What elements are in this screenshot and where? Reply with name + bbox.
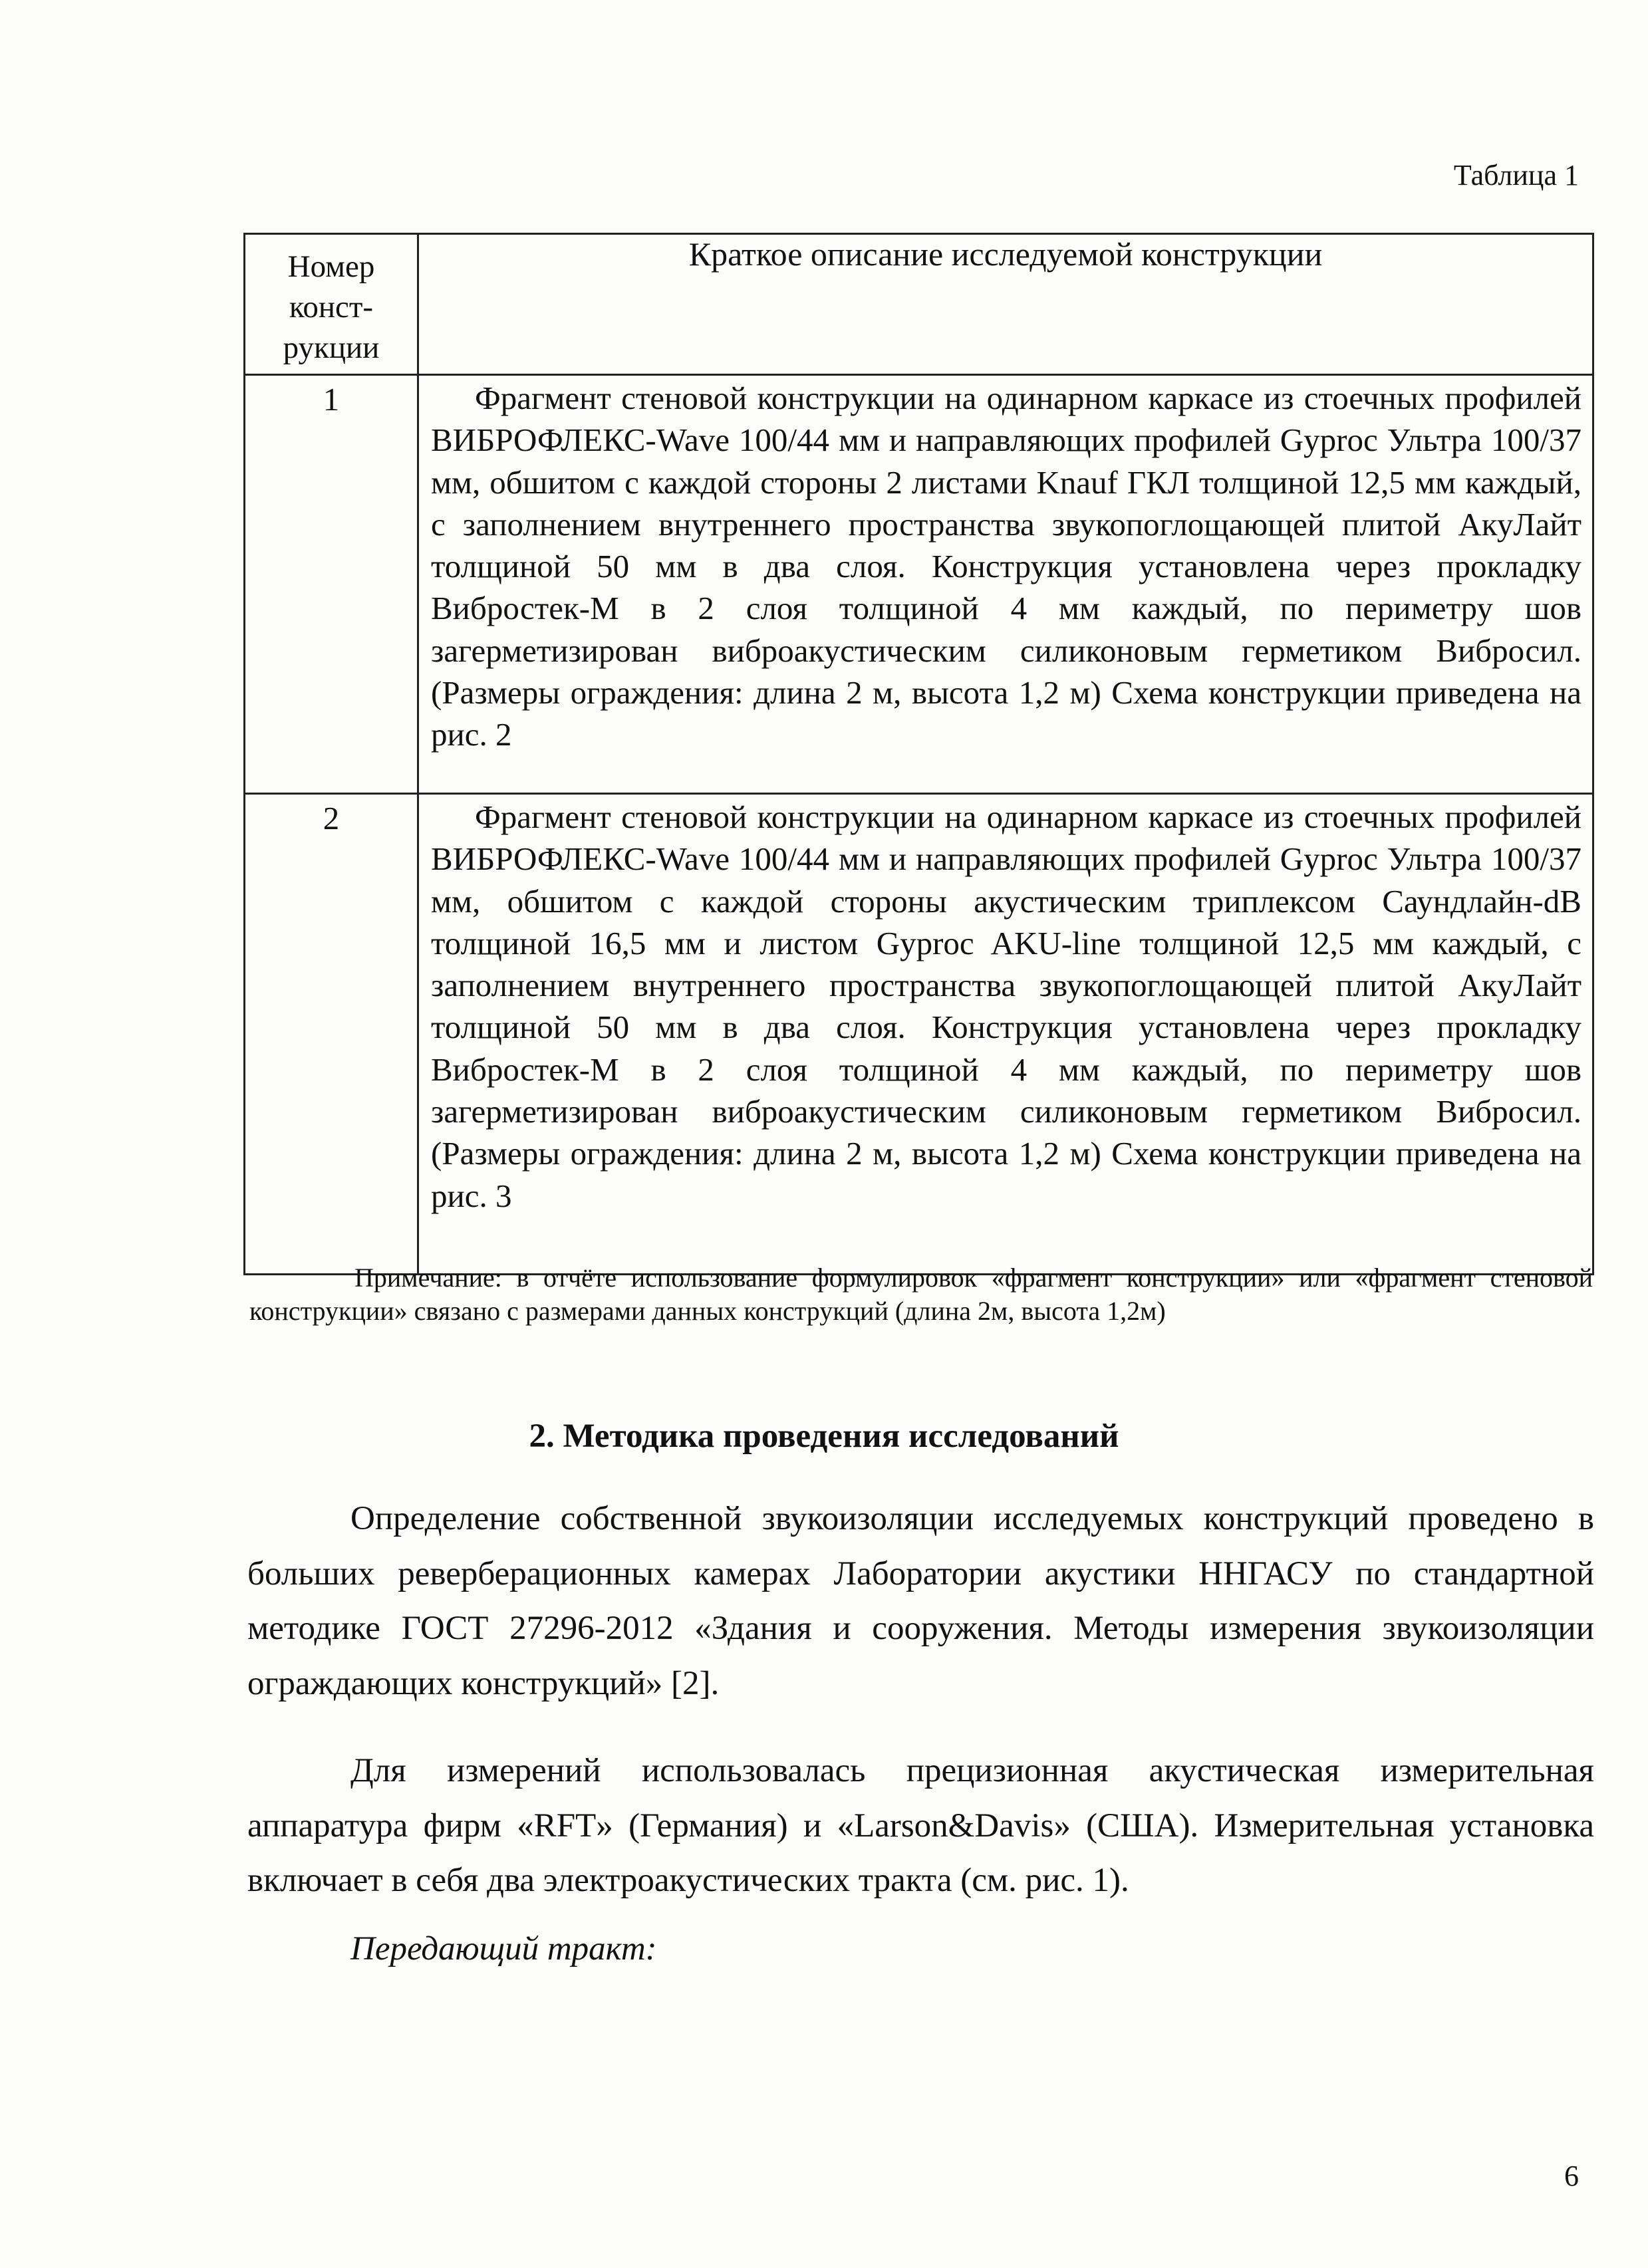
header-description: Краткое описание исследуемой конструкции (418, 234, 1593, 375)
table-caption: Таблица 1 (1453, 159, 1579, 191)
construction-description-cell (418, 375, 1593, 794)
header-number-line: Номер (287, 249, 375, 284)
header-number-line: рукции (283, 330, 380, 365)
table-header-row (245, 234, 1593, 375)
construction-description-text: Фрагмент стеновой конструкции на одинарном каркасе из стоечных профилей ВИБРОФЛЕКС-Wave 100/44 мм и направляющих профилей Gyproc Ультра 100/37 мм, обшитом с каждой стороны акустическим триплексом Саундлайн-dB толщиной 16,5 мм и листом Gyproc AKU-line толщиной 12,5 мм каждый, с заполнением внутреннего пространства звукопоглощающей плитой АкуЛайт толщиной 50 мм в два слоя. Конструкция установлена через прокладку Вибростек-М в 2 слоя толщиной 4 мм каждый, по периметру шов загерметизирован виброакустическим силиконовым герметиком Вибросил. (Размеры ограждения: длина 2 м, высота 1,2 м) Схема конструкции приведена на рис. 3 (431, 799, 1581, 1214)
section-heading: 2. Методика проведения исследований (529, 1418, 1119, 1455)
construction-description-cell (418, 794, 1593, 1275)
table-row (245, 794, 1593, 1275)
header-construction-number (245, 234, 418, 375)
table-row (245, 375, 1593, 794)
body-paragraph: Определение собственной звукоизоляции исследуемых конструкций проведено в больших реверберационных камерах Лаборатории акустики ННГАСУ по стандартной методике ГОСТ 27296-2012 «Здания и сооружения. Методы измерения звукоизоляции ограждающих конструкций» [2]. (247, 1500, 1594, 1702)
constructions-table (243, 233, 1594, 1275)
header-number-line: конст- (289, 290, 374, 324)
body-paragraph: Для измерений использовалась прецизионная акустическая измерительная аппаратура фирм «RFT» (Германия) и «Larson&Davis» (США). Измерительная установка включает в себя два электроакустических тракта (см. рис. 1). (247, 1752, 1594, 1899)
page-number: 6 (1564, 2160, 1579, 2192)
subsection-label: Передающий тракт: (350, 1930, 657, 1967)
construction-number-cell: 1 (245, 375, 418, 794)
construction-number-cell: 2 (245, 794, 418, 1275)
construction-description-text: Фрагмент стеновой конструкции на одинарном каркасе из стоечных профилей ВИБРОФЛЕКС-Wave 100/44 мм и направляющих профилей Gyproc Ультра 100/37 мм, обшитом с каждой стороны 2 листами Knauf ГКЛ толщиной 12,5 мм каждый, с заполнением внутреннего пространства звукопоглощающей плитой АкуЛайт толщиной 50 мм в два слоя. Конструкция установлена через прокладку Вибростек-М в 2 слоя толщиной 4 мм каждый, по периметру шов загерметизирован виброакустическим силиконовым герметиком Вибросил. (Размеры ограждения: длина 2 м, высота 1,2 м) Схема конструкции приведена на рис. 2 (431, 380, 1581, 753)
table-note: Примечание: в отчёте использование формулировок «фрагмент конструкции» или «фрагмент стеновой конструкции» связано с размерами данных конструкций (длина 2м, высота 1,2м) (249, 1263, 1593, 1326)
